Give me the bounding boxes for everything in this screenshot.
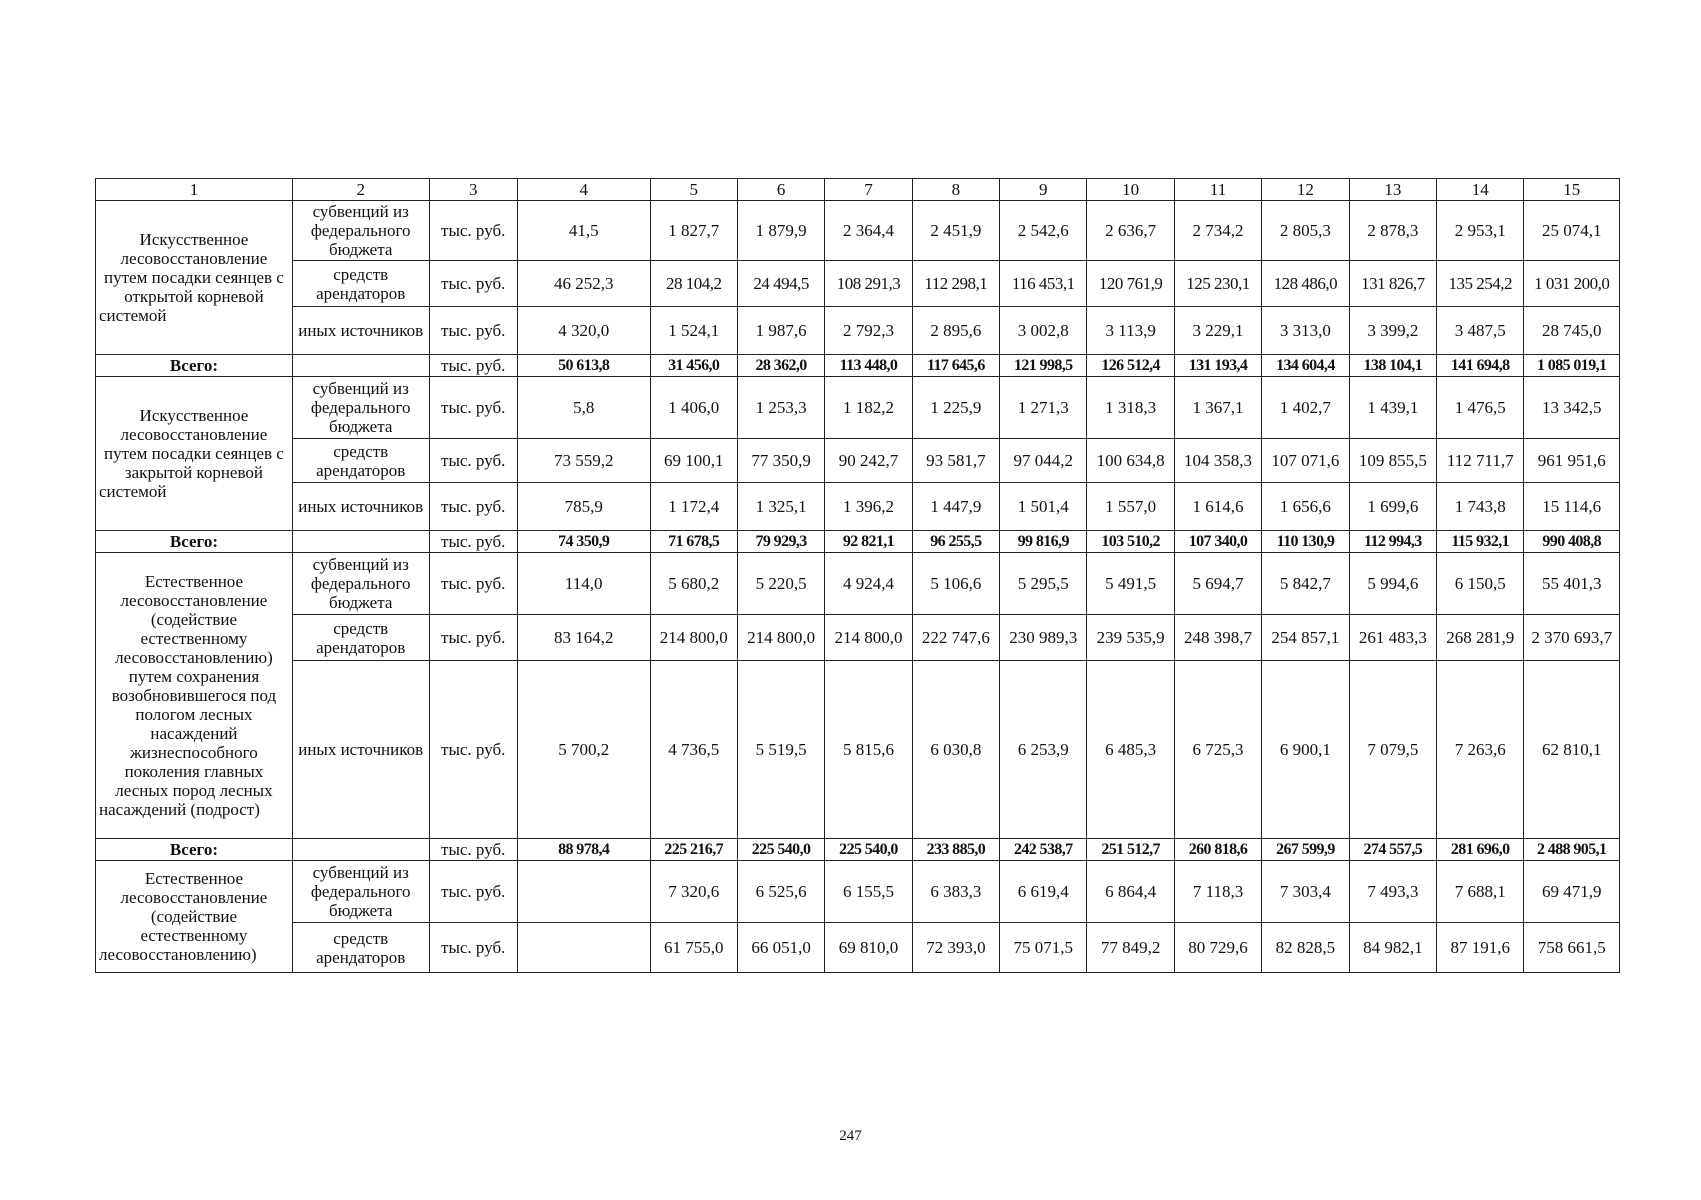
value-cell: 108 291,3 <box>825 261 912 307</box>
value-cell: 1 987,6 <box>737 307 824 355</box>
total-value-cell: 267 599,9 <box>1262 839 1349 861</box>
funding-source: средств арендаторов <box>292 923 429 973</box>
column-number: 9 <box>1000 179 1087 201</box>
value-cell: 107 071,6 <box>1262 439 1349 483</box>
empty-cell <box>292 355 429 377</box>
value-cell: 5 220,5 <box>737 553 824 615</box>
value-cell: 1 406,0 <box>650 377 737 439</box>
value-cell: 80 729,6 <box>1174 923 1261 973</box>
total-value-cell: 251 512,7 <box>1087 839 1174 861</box>
funding-source: средств арендаторов <box>292 261 429 307</box>
total-value-cell: 88 978,4 <box>517 839 650 861</box>
value-cell: 1 656,6 <box>1262 483 1349 531</box>
value-cell: 2 953,1 <box>1437 201 1524 261</box>
value-cell: 2 364,4 <box>825 201 912 261</box>
value-cell: 1 447,9 <box>912 483 999 531</box>
value-cell: 7 493,3 <box>1349 861 1436 923</box>
value-cell: 83 164,2 <box>517 615 650 661</box>
funding-source: средств арендаторов <box>292 615 429 661</box>
value-cell: 1 557,0 <box>1087 483 1174 531</box>
value-cell: 2 370 693,7 <box>1524 615 1620 661</box>
total-label: Всего: <box>96 531 293 553</box>
total-value-cell: 242 538,7 <box>1000 839 1087 861</box>
value-cell: 239 535,9 <box>1087 615 1174 661</box>
value-cell: 3 399,2 <box>1349 307 1436 355</box>
total-value-cell: 31 456,0 <box>650 355 737 377</box>
value-cell <box>517 861 650 923</box>
value-cell: 69 100,1 <box>650 439 737 483</box>
total-value-cell: 50 613,8 <box>517 355 650 377</box>
value-cell: 7 320,6 <box>650 861 737 923</box>
value-cell: 1 031 200,0 <box>1524 261 1620 307</box>
total-value-cell: 92 821,1 <box>825 531 912 553</box>
column-number: 3 <box>429 179 517 201</box>
total-value-cell: 71 678,5 <box>650 531 737 553</box>
total-value-cell: 107 340,0 <box>1174 531 1261 553</box>
value-cell: 5 700,2 <box>517 661 650 839</box>
value-cell: 5 519,5 <box>737 661 824 839</box>
value-cell: 3 487,5 <box>1437 307 1524 355</box>
table-row <box>96 553 1620 615</box>
value-cell: 25 074,1 <box>1524 201 1620 261</box>
value-cell: 1 172,4 <box>650 483 737 531</box>
value-cell: 6 383,3 <box>912 861 999 923</box>
funding-source: иных источников <box>292 483 429 531</box>
value-cell: 1 524,1 <box>650 307 737 355</box>
value-cell: 261 483,3 <box>1349 615 1436 661</box>
value-cell: 46 252,3 <box>517 261 650 307</box>
activity-name: Искусственное лесовосстановление путем посадки сеянцев с закрытой корневой системой <box>96 377 293 531</box>
unit-cell: тыс. руб. <box>429 923 517 973</box>
value-cell: 2 734,2 <box>1174 201 1261 261</box>
header-row <box>96 179 1620 201</box>
value-cell: 7 263,6 <box>1437 661 1524 839</box>
value-cell: 116 453,1 <box>1000 261 1087 307</box>
value-cell: 1 439,1 <box>1349 377 1436 439</box>
value-cell: 6 619,4 <box>1000 861 1087 923</box>
total-value-cell: 1 085 019,1 <box>1524 355 1620 377</box>
value-cell: 15 114,6 <box>1524 483 1620 531</box>
activity-name: Естественное лесовосстановление (содействие естественному лесовосстановлению) путем сохранения возобновившегося под пологом лесных насаждений жизнеспособного поколения главных лесных пород лесных насаждений (подрост) <box>96 553 293 839</box>
activity-name: Естественное лесовосстановление (содействие естественному лесовосстановлению) <box>96 861 293 973</box>
total-value-cell: 138 104,1 <box>1349 355 1436 377</box>
value-cell: 1 743,8 <box>1437 483 1524 531</box>
value-cell: 6 155,5 <box>825 861 912 923</box>
empty-cell <box>292 839 429 861</box>
column-number: 8 <box>912 179 999 201</box>
value-cell: 214 800,0 <box>650 615 737 661</box>
value-cell: 131 826,7 <box>1349 261 1436 307</box>
total-value-cell: 225 540,0 <box>737 839 824 861</box>
value-cell: 120 761,9 <box>1087 261 1174 307</box>
value-cell: 72 393,0 <box>912 923 999 973</box>
total-value-cell: 990 408,8 <box>1524 531 1620 553</box>
value-cell: 55 401,3 <box>1524 553 1620 615</box>
value-cell: 41,5 <box>517 201 650 261</box>
value-cell: 82 828,5 <box>1262 923 1349 973</box>
value-cell: 5 994,6 <box>1349 553 1436 615</box>
value-cell: 1 402,7 <box>1262 377 1349 439</box>
unit-cell: тыс. руб. <box>429 531 517 553</box>
total-value-cell: 141 694,8 <box>1437 355 1524 377</box>
value-cell: 4 320,0 <box>517 307 650 355</box>
unit-cell: тыс. руб. <box>429 839 517 861</box>
financing-table <box>95 178 1620 973</box>
total-value-cell: 103 510,2 <box>1087 531 1174 553</box>
column-number: 13 <box>1349 179 1436 201</box>
value-cell: 5,8 <box>517 377 650 439</box>
total-label: Всего: <box>96 839 293 861</box>
value-cell: 6 030,8 <box>912 661 999 839</box>
value-cell: 1 182,2 <box>825 377 912 439</box>
total-value-cell: 134 604,4 <box>1262 355 1349 377</box>
value-cell: 69 810,0 <box>825 923 912 973</box>
total-value-cell: 225 216,7 <box>650 839 737 861</box>
total-value-cell: 2 488 905,1 <box>1524 839 1620 861</box>
column-number: 12 <box>1262 179 1349 201</box>
column-number: 6 <box>737 179 824 201</box>
value-cell: 73 559,2 <box>517 439 650 483</box>
value-cell: 6 725,3 <box>1174 661 1261 839</box>
value-cell: 785,9 <box>517 483 650 531</box>
empty-cell <box>292 531 429 553</box>
total-value-cell: 99 816,9 <box>1000 531 1087 553</box>
value-cell: 3 229,1 <box>1174 307 1261 355</box>
total-label: Всего: <box>96 355 293 377</box>
page-number: 247 <box>839 1128 862 1144</box>
funding-source: средств арендаторов <box>292 439 429 483</box>
value-cell <box>517 923 650 973</box>
unit-cell: тыс. руб. <box>429 483 517 531</box>
value-cell: 230 989,3 <box>1000 615 1087 661</box>
unit-cell: тыс. руб. <box>429 861 517 923</box>
value-cell: 254 857,1 <box>1262 615 1349 661</box>
total-value-cell: 131 193,4 <box>1174 355 1261 377</box>
value-cell: 112 711,7 <box>1437 439 1524 483</box>
value-cell: 248 398,7 <box>1174 615 1261 661</box>
value-cell: 90 242,7 <box>825 439 912 483</box>
value-cell: 2 792,3 <box>825 307 912 355</box>
column-number: 1 <box>96 179 293 201</box>
value-cell: 1 367,1 <box>1174 377 1261 439</box>
value-cell: 4 924,4 <box>825 553 912 615</box>
value-cell: 104 358,3 <box>1174 439 1261 483</box>
column-number: 15 <box>1524 179 1620 201</box>
value-cell: 5 842,7 <box>1262 553 1349 615</box>
unit-cell: тыс. руб. <box>429 355 517 377</box>
total-row <box>96 355 1620 377</box>
table-row <box>96 661 1620 839</box>
table-row <box>96 377 1620 439</box>
table-row <box>96 483 1620 531</box>
value-cell: 24 494,5 <box>737 261 824 307</box>
value-cell: 5 295,5 <box>1000 553 1087 615</box>
funding-source: субвенций из федерального бюджета <box>292 553 429 615</box>
value-cell: 6 900,1 <box>1262 661 1349 839</box>
value-cell: 1 225,9 <box>912 377 999 439</box>
value-cell: 28 104,2 <box>650 261 737 307</box>
value-cell: 5 694,7 <box>1174 553 1261 615</box>
value-cell: 112 298,1 <box>912 261 999 307</box>
value-cell: 2 542,6 <box>1000 201 1087 261</box>
value-cell: 77 849,2 <box>1087 923 1174 973</box>
table-row <box>96 861 1620 923</box>
value-cell: 2 878,3 <box>1349 201 1436 261</box>
value-cell: 1 253,3 <box>737 377 824 439</box>
table-row <box>96 439 1620 483</box>
value-cell: 100 634,8 <box>1087 439 1174 483</box>
value-cell: 214 800,0 <box>825 615 912 661</box>
column-number: 2 <box>292 179 429 201</box>
table-row <box>96 201 1620 261</box>
value-cell: 114,0 <box>517 553 650 615</box>
column-number: 5 <box>650 179 737 201</box>
document-page <box>95 178 1620 973</box>
column-number: 7 <box>825 179 912 201</box>
total-value-cell: 110 130,9 <box>1262 531 1349 553</box>
value-cell: 6 485,3 <box>1087 661 1174 839</box>
value-cell: 7 079,5 <box>1349 661 1436 839</box>
value-cell: 268 281,9 <box>1437 615 1524 661</box>
value-cell: 1 396,2 <box>825 483 912 531</box>
value-cell: 62 810,1 <box>1524 661 1620 839</box>
value-cell: 2 451,9 <box>912 201 999 261</box>
value-cell: 3 113,9 <box>1087 307 1174 355</box>
column-number: 14 <box>1437 179 1524 201</box>
unit-cell: тыс. руб. <box>429 439 517 483</box>
value-cell: 7 688,1 <box>1437 861 1524 923</box>
value-cell: 6 864,4 <box>1087 861 1174 923</box>
value-cell: 7 303,4 <box>1262 861 1349 923</box>
value-cell: 13 342,5 <box>1524 377 1620 439</box>
value-cell: 3 002,8 <box>1000 307 1087 355</box>
value-cell: 87 191,6 <box>1437 923 1524 973</box>
value-cell: 1 476,5 <box>1437 377 1524 439</box>
funding-source: иных источников <box>292 307 429 355</box>
total-value-cell: 74 350,9 <box>517 531 650 553</box>
total-row <box>96 839 1620 861</box>
table-row <box>96 615 1620 661</box>
value-cell: 2 895,6 <box>912 307 999 355</box>
total-value-cell: 121 998,5 <box>1000 355 1087 377</box>
total-value-cell: 79 929,3 <box>737 531 824 553</box>
value-cell: 3 313,0 <box>1262 307 1349 355</box>
funding-source: субвенций из федерального бюджета <box>292 201 429 261</box>
total-value-cell: 225 540,0 <box>825 839 912 861</box>
value-cell: 214 800,0 <box>737 615 824 661</box>
value-cell: 75 071,5 <box>1000 923 1087 973</box>
value-cell: 125 230,1 <box>1174 261 1261 307</box>
unit-cell: тыс. руб. <box>429 201 517 261</box>
value-cell: 5 680,2 <box>650 553 737 615</box>
column-number: 10 <box>1087 179 1174 201</box>
value-cell: 7 118,3 <box>1174 861 1261 923</box>
value-cell: 84 982,1 <box>1349 923 1436 973</box>
column-number: 4 <box>517 179 650 201</box>
value-cell: 6 150,5 <box>1437 553 1524 615</box>
total-value-cell: 112 994,3 <box>1349 531 1436 553</box>
value-cell: 97 044,2 <box>1000 439 1087 483</box>
table-row <box>96 307 1620 355</box>
value-cell: 128 486,0 <box>1262 261 1349 307</box>
unit-cell: тыс. руб. <box>429 553 517 615</box>
funding-source: субвенций из федерального бюджета <box>292 861 429 923</box>
unit-cell: тыс. руб. <box>429 377 517 439</box>
value-cell: 61 755,0 <box>650 923 737 973</box>
value-cell: 66 051,0 <box>737 923 824 973</box>
value-cell: 5 815,6 <box>825 661 912 839</box>
column-number: 11 <box>1174 179 1261 201</box>
value-cell: 4 736,5 <box>650 661 737 839</box>
value-cell: 5 106,6 <box>912 553 999 615</box>
value-cell: 222 747,6 <box>912 615 999 661</box>
total-value-cell: 281 696,0 <box>1437 839 1524 861</box>
value-cell: 6 253,9 <box>1000 661 1087 839</box>
unit-cell: тыс. руб. <box>429 307 517 355</box>
value-cell: 1 827,7 <box>650 201 737 261</box>
value-cell: 6 525,6 <box>737 861 824 923</box>
table-row <box>96 261 1620 307</box>
value-cell: 2 636,7 <box>1087 201 1174 261</box>
table-row <box>96 923 1620 973</box>
value-cell: 1 271,3 <box>1000 377 1087 439</box>
total-value-cell: 233 885,0 <box>912 839 999 861</box>
value-cell: 1 501,4 <box>1000 483 1087 531</box>
funding-source: иных источников <box>292 661 429 839</box>
value-cell: 1 318,3 <box>1087 377 1174 439</box>
unit-cell: тыс. руб. <box>429 661 517 839</box>
funding-source: субвенций из федерального бюджета <box>292 377 429 439</box>
value-cell: 758 661,5 <box>1524 923 1620 973</box>
unit-cell: тыс. руб. <box>429 615 517 661</box>
total-value-cell: 126 512,4 <box>1087 355 1174 377</box>
total-row <box>96 531 1620 553</box>
value-cell: 1 325,1 <box>737 483 824 531</box>
value-cell: 2 805,3 <box>1262 201 1349 261</box>
value-cell: 961 951,6 <box>1524 439 1620 483</box>
value-cell: 28 745,0 <box>1524 307 1620 355</box>
total-value-cell: 96 255,5 <box>912 531 999 553</box>
unit-cell: тыс. руб. <box>429 261 517 307</box>
value-cell: 93 581,7 <box>912 439 999 483</box>
value-cell: 1 699,6 <box>1349 483 1436 531</box>
total-value-cell: 117 645,6 <box>912 355 999 377</box>
value-cell: 5 491,5 <box>1087 553 1174 615</box>
activity-name: Искусственное лесовосстановление путем посадки сеянцев с открытой корневой системой <box>96 201 293 355</box>
value-cell: 1 879,9 <box>737 201 824 261</box>
value-cell: 69 471,9 <box>1524 861 1620 923</box>
total-value-cell: 115 932,1 <box>1437 531 1524 553</box>
total-value-cell: 260 818,6 <box>1174 839 1261 861</box>
value-cell: 135 254,2 <box>1437 261 1524 307</box>
total-value-cell: 274 557,5 <box>1349 839 1436 861</box>
total-value-cell: 113 448,0 <box>825 355 912 377</box>
value-cell: 77 350,9 <box>737 439 824 483</box>
value-cell: 1 614,6 <box>1174 483 1261 531</box>
value-cell: 109 855,5 <box>1349 439 1436 483</box>
total-value-cell: 28 362,0 <box>737 355 824 377</box>
